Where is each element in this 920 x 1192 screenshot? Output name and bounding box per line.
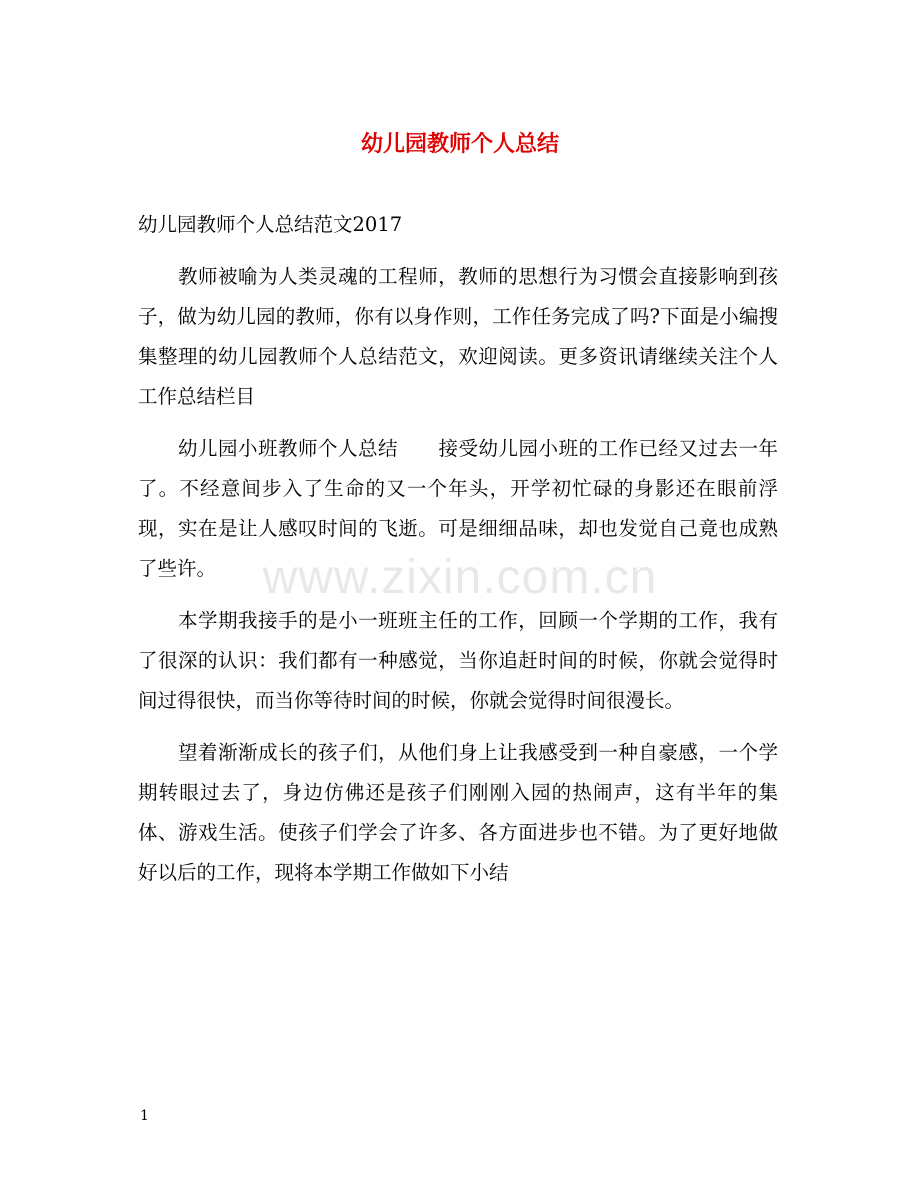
document-title: 幼儿园教师个人总结 (360, 131, 559, 157)
paragraph-summary: 望着渐渐成长的孩子们，从他们身上让我感受到一种自豪感，一个学期转眼过去了，身边仿佛还是孩子们刚刚入园的热闹声，这有半年的集体、游戏生活。使孩子们学会了许多、各方面进步也不错。为了更好地做好以后的工作，现将本学期工作做如下小结 (138, 741, 778, 884)
paragraph-intro: 教师被喻为人类灵魂的工程师，教师的思想行为习惯会直接影响到孩子，做为幼儿园的教师，你有以身作则，工作任务完成了吗?下面是小编搜集整理的幼儿园教师个人总结范文，欢迎阅读。更多资讯请继续关注个人工作总结栏目 (138, 265, 778, 408)
watermark-text: www.zixin.com.cn (262, 551, 658, 604)
paragraph-reflection: 本学期我接手的是小一班班主任的工作，回顾一个学期的工作，我有了很深的认识：我们都有一种感觉，当你追赶时间的时候，你就会觉得时间过得很快，而当你等待时间的时候，你就会觉得时间很漫长。 (138, 609, 778, 712)
section-text: 接受幼儿园小班的工作已经又过去一年了。不经意间步入了生命的又一个年头，开学初忙碌的身影还在眼前浮现，实在是让人感叹时间的飞逝。可是细细品味，却也发觉自己竟也成熟了些许。 (138, 437, 778, 580)
page-number: 1 (140, 1108, 149, 1124)
section-heading: 幼儿园小班教师个人总结 (178, 437, 398, 460)
document-subtitle: 幼儿园教师个人总结范文2017 (138, 213, 403, 236)
